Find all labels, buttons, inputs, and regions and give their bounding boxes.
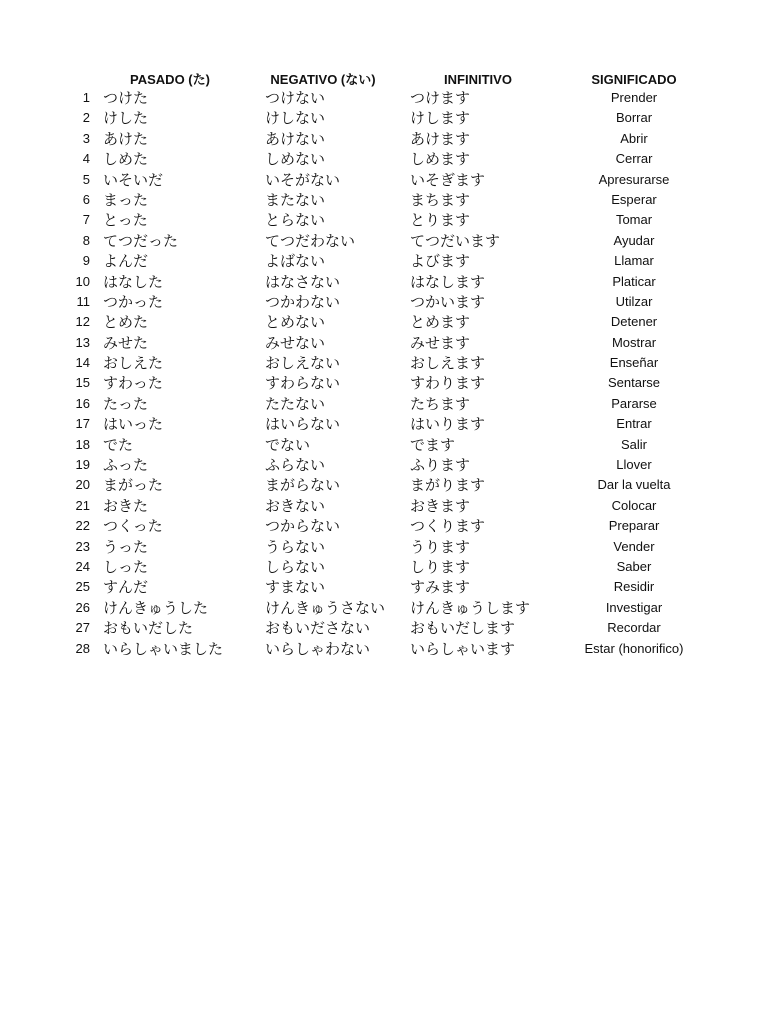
table-row xyxy=(0,639,768,659)
header-infinitivo: INFINITIVO xyxy=(444,72,512,87)
header-pasado: PASADO (た) xyxy=(130,72,210,87)
table-row xyxy=(0,516,768,536)
table-row xyxy=(0,557,768,577)
table-row xyxy=(0,190,768,210)
negativo-cell: たたない xyxy=(265,394,326,413)
row-number: 1 xyxy=(82,90,90,105)
significado-cell: Saber xyxy=(616,558,652,574)
infinitivo-cell: ふります xyxy=(410,456,471,475)
infinitivo-cell: すわります xyxy=(410,374,486,393)
negativo-cell: いそがない xyxy=(265,170,341,189)
negativo-cell: けんきゅうさない xyxy=(265,598,386,617)
row-number: 22 xyxy=(75,518,90,534)
table-row xyxy=(0,353,768,373)
negativo-cell: おきない xyxy=(265,496,326,515)
row-number: 25 xyxy=(75,579,90,595)
row-number: 4 xyxy=(82,151,90,167)
row-number: 28 xyxy=(75,640,90,656)
pasado-cell: とった xyxy=(103,211,148,230)
table-row xyxy=(0,292,768,312)
row-number: 6 xyxy=(82,191,90,207)
infinitivo-cell: たちます xyxy=(410,394,471,413)
pasado-cell: とめた xyxy=(103,313,149,332)
row-number: 8 xyxy=(82,232,90,248)
table-header xyxy=(0,70,768,90)
infinitivo-cell: とります xyxy=(410,211,471,230)
significado-cell: Dar la vuelta xyxy=(597,477,671,493)
pasado-cell: しった xyxy=(103,557,149,576)
significado-cell: Residir xyxy=(613,579,655,595)
pasado-cell: でた xyxy=(103,435,134,454)
row-number: 13 xyxy=(75,334,90,350)
infinitivo-cell: うります xyxy=(410,537,471,556)
table-row xyxy=(0,210,768,230)
negativo-cell: またない xyxy=(265,190,326,209)
row-number: 10 xyxy=(75,273,90,289)
significado-cell: Enseñar xyxy=(609,355,659,371)
significado-cell: Sentarse xyxy=(607,375,661,391)
table-row xyxy=(0,170,768,190)
significado-cell: Borrar xyxy=(615,110,653,126)
pasado-cell: よんだ xyxy=(103,252,149,271)
row-number: 24 xyxy=(75,558,90,574)
table-row xyxy=(0,129,768,149)
infinitivo-cell: みせます xyxy=(410,333,471,352)
negativo-cell: はいらない xyxy=(265,415,341,434)
pasado-cell: すわった xyxy=(103,374,163,393)
row-number: 11 xyxy=(76,293,90,309)
table-row xyxy=(0,577,768,597)
table-row xyxy=(0,231,768,251)
negativo-cell: いらしゃわない xyxy=(265,639,371,658)
table-row xyxy=(0,88,768,108)
infinitivo-cell: はいります xyxy=(410,415,486,434)
significado-cell: Mostrar xyxy=(611,334,657,350)
pasado-cell: はなした xyxy=(103,272,164,291)
significado-cell: Colocar xyxy=(611,497,657,513)
negativo-cell: しらない xyxy=(265,557,326,576)
negativo-cell: けしない xyxy=(265,109,326,128)
infinitivo-cell: おもいだします xyxy=(410,619,516,638)
infinitivo-cell: でます xyxy=(410,435,456,454)
pasado-cell: つくった xyxy=(103,517,163,536)
significado-cell: Prender xyxy=(610,90,658,105)
significado-cell: Vender xyxy=(613,538,655,554)
significado-cell: Llover xyxy=(616,457,652,473)
table-row xyxy=(0,414,768,434)
infinitivo-cell: はなします xyxy=(410,272,486,291)
table-row xyxy=(0,108,768,128)
row-number: 18 xyxy=(75,436,90,452)
row-number: 23 xyxy=(75,538,90,554)
table-row xyxy=(0,537,768,557)
pasado-cell: しめた xyxy=(103,150,149,169)
row-number: 5 xyxy=(82,171,90,187)
header-significado: SIGNIFICADO xyxy=(591,72,677,87)
pasado-cell: みせた xyxy=(103,333,149,352)
significado-cell: Apresurarse xyxy=(598,171,670,187)
significado-cell: Pararse xyxy=(611,395,657,411)
row-number: 26 xyxy=(75,599,90,615)
pasado-cell: いらしゃいました xyxy=(103,639,224,658)
infinitivo-cell: おしえます xyxy=(410,354,486,373)
pasado-cell: けんきゅうした xyxy=(103,598,209,617)
row-number: 16 xyxy=(75,395,90,411)
table-row xyxy=(0,333,768,353)
pasado-cell: つけた xyxy=(103,89,149,107)
significado-cell: Tomar xyxy=(615,212,653,228)
infinitivo-cell: しめます xyxy=(410,150,471,169)
negativo-cell: みせない xyxy=(265,333,326,352)
significado-cell: Recordar xyxy=(607,620,661,636)
row-number: 19 xyxy=(75,457,90,473)
table-row xyxy=(0,618,768,638)
negativo-cell: あけない xyxy=(265,129,326,148)
negativo-cell: よばない xyxy=(265,252,326,271)
infinitivo-cell: いそぎます xyxy=(410,170,486,189)
infinitivo-cell: けんきゅうします xyxy=(410,598,531,617)
infinitivo-cell: けします xyxy=(410,109,471,128)
row-number: 20 xyxy=(75,477,90,493)
negativo-cell: つかわない xyxy=(265,292,341,311)
negativo-cell: すわらない xyxy=(265,374,341,393)
negativo-cell: うらない xyxy=(265,537,326,556)
pasado-cell: いそいだ xyxy=(103,170,164,189)
infinitivo-cell: まちます xyxy=(410,190,471,209)
negativo-cell: ふらない xyxy=(265,456,326,475)
row-number: 15 xyxy=(75,375,90,391)
row-number: 7 xyxy=(82,212,90,228)
pasado-cell: ふった xyxy=(103,456,149,475)
significado-cell: Salir xyxy=(620,436,647,452)
pasado-cell: てつだった xyxy=(103,231,179,250)
row-number: 3 xyxy=(82,130,90,146)
pasado-cell: おしえた xyxy=(103,354,164,373)
pasado-cell: けした xyxy=(103,109,149,128)
infinitivo-cell: とめます xyxy=(410,313,471,332)
infinitivo-cell: つけます xyxy=(410,89,471,107)
negativo-cell: でない xyxy=(265,435,311,454)
negativo-cell: おもいださない xyxy=(265,619,371,638)
significado-cell: Platicar xyxy=(612,273,656,289)
pasado-cell: はいった xyxy=(103,415,164,434)
infinitivo-cell: てつだいます xyxy=(410,231,501,250)
infinitivo-cell: おきます xyxy=(410,496,471,515)
row-number: 14 xyxy=(75,355,90,371)
table-row xyxy=(0,251,768,271)
negativo-cell: おしえない xyxy=(265,354,341,373)
row-number: 17 xyxy=(75,416,90,432)
verb-table-body xyxy=(0,88,768,659)
infinitivo-cell: つくります xyxy=(410,517,486,536)
pasado-cell: うった xyxy=(103,537,149,556)
row-number: 2 xyxy=(82,110,90,126)
pasado-cell: おきた xyxy=(103,496,149,515)
table-row xyxy=(0,149,768,169)
header-negativo: NEGATIVO (ない) xyxy=(270,72,376,87)
significado-cell: Utilzar xyxy=(615,293,653,309)
pasado-cell: あけた xyxy=(103,129,149,148)
significado-cell: Ayudar xyxy=(613,232,655,248)
significado-cell: Investigar xyxy=(605,599,663,615)
pasado-cell: たった xyxy=(103,394,149,413)
table-row xyxy=(0,435,768,455)
significado-cell: Estar (honorifico) xyxy=(584,640,684,656)
negativo-cell: とらない xyxy=(265,211,326,230)
negativo-cell: まがらない xyxy=(265,476,341,495)
infinitivo-cell: まがります xyxy=(410,476,486,495)
row-number: 27 xyxy=(75,620,90,636)
row-number: 9 xyxy=(82,253,90,269)
table-row xyxy=(0,455,768,475)
significado-cell: Entrar xyxy=(616,416,652,432)
pasado-cell: おもいだした xyxy=(103,619,194,638)
negativo-cell: はなさない xyxy=(265,272,341,291)
infinitivo-cell: つかいます xyxy=(410,292,486,311)
pasado-cell: つかった xyxy=(103,292,164,311)
table-row xyxy=(0,598,768,618)
negativo-cell: つからない xyxy=(265,517,341,536)
pasado-cell: すんだ xyxy=(103,578,149,597)
negativo-cell: てつだわない xyxy=(265,231,356,250)
negativo-cell: とめない xyxy=(265,313,326,332)
significado-cell: Cerrar xyxy=(615,151,653,167)
row-number: 21 xyxy=(75,497,90,513)
infinitivo-cell: あけます xyxy=(410,129,471,148)
table-row xyxy=(0,312,768,332)
infinitivo-cell: よびます xyxy=(410,252,471,271)
pasado-cell: まった xyxy=(103,190,149,209)
infinitivo-cell: すみます xyxy=(410,578,471,597)
negativo-cell: つけない xyxy=(265,89,326,107)
table-row xyxy=(0,394,768,414)
significado-cell: Esperar xyxy=(611,191,657,207)
infinitivo-cell: いらしゃいます xyxy=(410,639,516,658)
significado-cell: Preparar xyxy=(608,518,660,534)
pasado-cell: まがった xyxy=(103,476,164,495)
negativo-cell: しめない xyxy=(265,150,326,169)
significado-cell: Detener xyxy=(610,314,658,330)
table-row xyxy=(0,496,768,516)
significado-cell: Abrir xyxy=(620,130,648,146)
table-row xyxy=(0,272,768,292)
significado-cell: Llamar xyxy=(614,253,654,269)
row-number: 12 xyxy=(75,314,90,330)
table-row xyxy=(0,475,768,495)
infinitivo-cell: しります xyxy=(410,557,471,576)
table-row xyxy=(0,373,768,393)
negativo-cell: すまない xyxy=(265,578,326,597)
